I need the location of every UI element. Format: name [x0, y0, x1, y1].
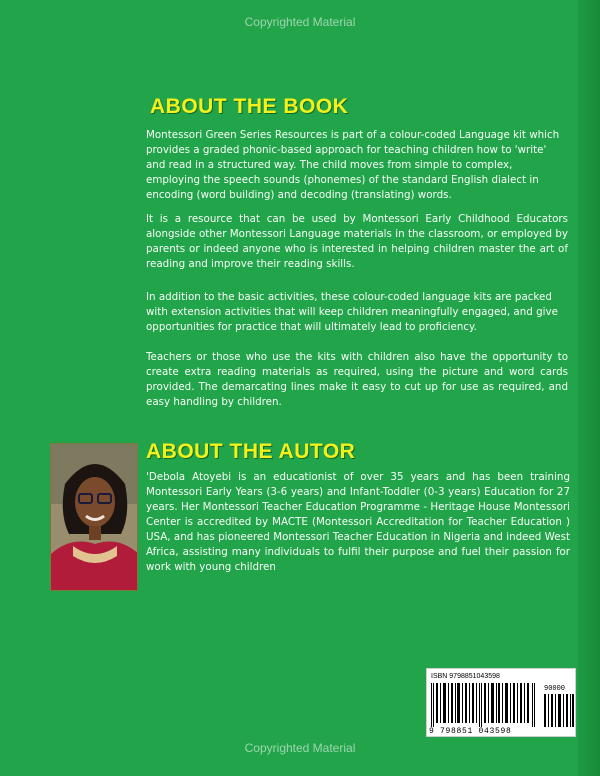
watermark-top: Copyrighted Material — [244, 15, 356, 29]
price-code: 90000 — [544, 685, 566, 693]
about-book-paragraph-1: Montessori Green Series Resources is part of a colour-coded Language kit which provides a graded phonic-based approach for teaching children how to 'write' and read in a structured way. The child moves from simple to complex, employing the speech sounds (phonemes) of the standard English dialect in encoding (word building) and decoding (translating) words. — [146, 129, 560, 201]
author-photo — [50, 443, 138, 591]
isbn-label: ISBN 9798851043598 — [431, 673, 500, 680]
about-book-heading: ABOUT THE BOOK — [150, 95, 349, 118]
author-bio: 'Debola Atoyebi is an educationist of over 35 years and has been training Montessori Early Years (3-6 years) and Infant-Toddler (0-3 years) Education for 27 years. Her Montessori Teacher Education Programme - Heritage House Montessori Center is accredited by MACTE (Montessori Accreditation for Teacher Education ) USA, and has pioneered Montessori Teacher Education in Nigeria and indeed West Africa, assisting many individuals to fulfil their purpose and fuel their passion for work with young children — [146, 471, 570, 573]
price-barcode-bars — [544, 694, 574, 727]
isbn-barcode — [426, 668, 576, 737]
about-author-heading: ABOUT THE AUTOR — [146, 440, 356, 463]
barcode-bars — [431, 683, 537, 727]
about-book-paragraph-2: It is a resource that can be used by Montessori Early Childhood Educators alongside other Montessori Language materials in the classroom, or employed by parents or indeed anyone who is interested in helping children master the art of reading and improve their reading skills. — [146, 213, 568, 270]
about-book-paragraph-4: Teachers or those who use the kits with children also have the opportunity to create extra reading materials as required, using the picture and word cards provided. The demarcating lines make it easy to cut up for use as required, and easy handling by children. — [146, 351, 568, 408]
barcode-digits: 9 798851 043598 — [429, 727, 512, 736]
watermark-bottom: Copyrighted Material — [244, 741, 356, 755]
about-book-paragraph-3: In addition to the basic activities, these colour-coded language kits are packed with extension activities that will keep children meaningfully engaged, and give opportunities for practice that will ultimately lead to proficiency. — [146, 291, 558, 333]
cover-edge — [578, 0, 600, 776]
